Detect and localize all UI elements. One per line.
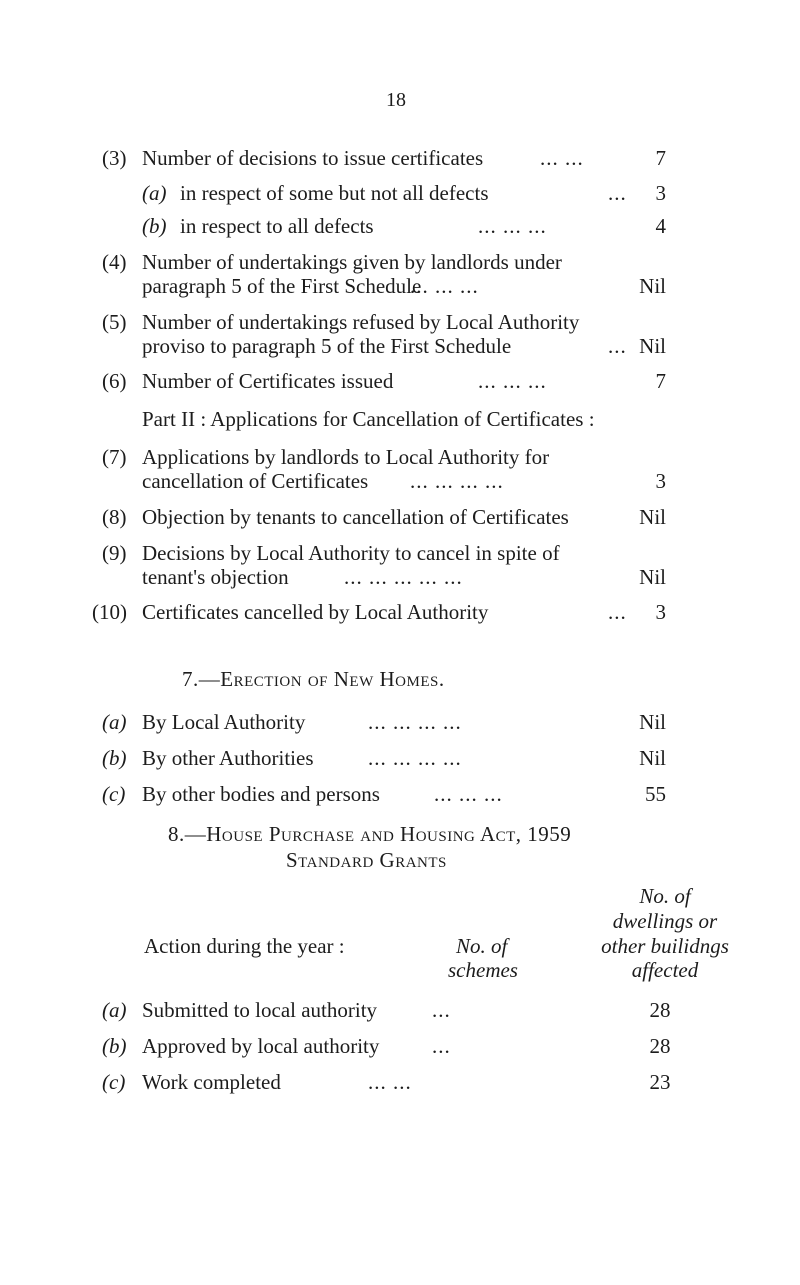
item-label: By Local Authority — [142, 710, 306, 734]
item-label-line1: Applications by landlords to Local Authority for — [142, 445, 550, 469]
row-label: Approved by local authority — [142, 1034, 380, 1058]
item-label: in respect of some but not all defects — [180, 181, 489, 205]
leader-dots: ... ... ... ... — [368, 746, 462, 770]
item-label-line2: cancellation of Certificates — [142, 469, 369, 493]
leader-dots: ... ... — [540, 146, 584, 170]
leader-dots: ... — [608, 600, 627, 624]
column-header-dwellings-line1: No. of — [639, 884, 691, 908]
leader-dots: ... — [432, 1034, 451, 1058]
leader-dots: ... ... ... ... — [410, 469, 504, 493]
leader-dots: ... — [608, 334, 627, 358]
column-header-dwellings-line4: affected — [631, 958, 699, 982]
section-8-title: 8.—House Purchase and Housing Act, 1959 — [168, 822, 572, 846]
item-label: Certificates cancelled by Local Authority — [142, 600, 489, 624]
column-header-dwellings-line2: dwellings or — [612, 909, 718, 933]
row-letter: (c) — [102, 1070, 126, 1094]
leader-dots: ... ... ... — [478, 214, 547, 238]
item-value: 3 — [655, 181, 666, 205]
item-number: (3) — [102, 146, 127, 170]
item-value: Nil — [639, 746, 666, 770]
item-label-line2: proviso to paragraph 5 of the First Schedule — [142, 334, 512, 358]
item-letter: (c) — [102, 782, 126, 806]
leader-dots: ... ... ... ... ... — [344, 565, 463, 589]
item-label-line2: paragraph 5 of the First Schedule — [142, 274, 422, 298]
row-label: Submitted to local authority — [142, 998, 378, 1022]
item-value: Nil — [639, 274, 666, 298]
part2-heading: Part II : Applications for Cancellation of Certificates : — [142, 407, 595, 431]
item-letter: (b) — [142, 214, 167, 238]
leader-dots: ... — [608, 181, 627, 205]
item-number: (7) — [102, 445, 127, 469]
item-number: (4) — [102, 250, 127, 274]
row-dwellings: 28 — [649, 1034, 671, 1058]
item-number: (10) — [92, 600, 127, 624]
section-8-subtitle: Standard Grants — [286, 848, 447, 872]
item-number: (5) — [102, 310, 127, 334]
item-label-line1: Decisions by Local Authority to cancel in spite of — [142, 541, 560, 565]
row-letter: (a) — [102, 998, 127, 1022]
item-letter: (a) — [142, 181, 167, 205]
column-header-dwellings-line3: other builidngs — [601, 934, 729, 958]
row-dwellings: 23 — [649, 1070, 671, 1094]
item-label: in respect to all defects — [180, 214, 374, 238]
item-value: 4 — [655, 214, 666, 238]
item-label-line2: tenant's objection — [142, 565, 289, 589]
item-value: Nil — [639, 334, 666, 358]
item-number: (6) — [102, 369, 127, 393]
page-number: 18 — [386, 89, 406, 111]
item-label: Objection by tenants to cancellation of Certificates — [142, 505, 569, 529]
row-letter: (b) — [102, 1034, 127, 1058]
item-number: (8) — [102, 505, 127, 529]
item-value: 3 — [655, 469, 666, 493]
item-value: 7 — [655, 369, 666, 393]
leader-dots: ... ... ... — [434, 782, 503, 806]
item-letter: (a) — [102, 710, 127, 734]
item-label: By other bodies and persons — [142, 782, 380, 806]
column-header-schemes-line2: schemes — [448, 958, 518, 982]
item-value: 7 — [655, 146, 666, 170]
leader-dots: ... ... — [368, 1070, 412, 1094]
item-value: Nil — [639, 505, 666, 529]
leader-dots: ... ... ... ... — [368, 710, 462, 734]
item-label: Number of decisions to issue certificates — [142, 146, 484, 170]
item-label: By other Authorities — [142, 746, 314, 770]
row-label: Work completed — [142, 1070, 281, 1094]
item-label-line1: Number of undertakings refused by Local Authority — [142, 310, 580, 334]
item-value: 3 — [655, 600, 666, 624]
section-7-title: 7.—Erection of New Homes. — [182, 667, 445, 691]
item-number: (9) — [102, 541, 127, 565]
column-header-schemes-line1: No. of — [456, 934, 508, 958]
leader-dots: ... ... ... — [410, 274, 479, 298]
item-letter: (b) — [102, 746, 127, 770]
item-value: 55 — [645, 782, 666, 806]
leader-dots: ... — [432, 998, 451, 1022]
column-header-action: Action during the year : — [144, 934, 345, 958]
item-value: Nil — [639, 565, 666, 589]
leader-dots: ... ... ... — [478, 369, 547, 393]
row-dwellings: 28 — [649, 998, 671, 1022]
item-label-line1: Number of undertakings given by landlords under — [142, 250, 562, 274]
item-value: Nil — [639, 710, 666, 734]
item-label: Number of Certificates issued — [142, 369, 394, 393]
